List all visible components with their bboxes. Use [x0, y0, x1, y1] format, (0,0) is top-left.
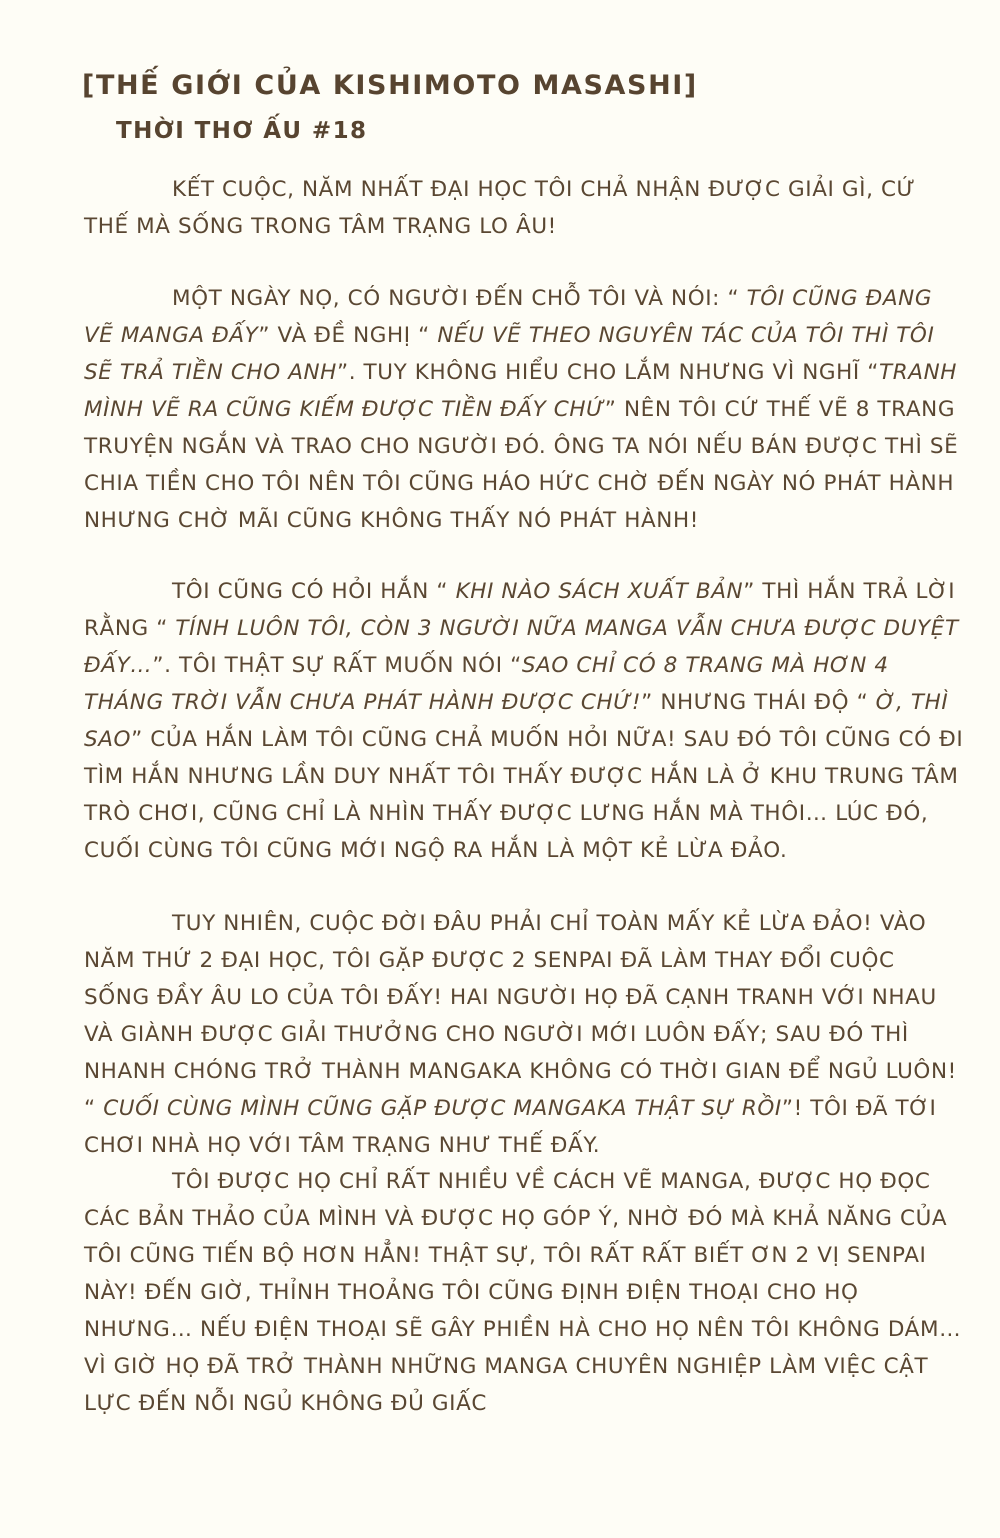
paragraph-text: ”. TUY KHÔNG HIỂU CHO LẮM NHƯNG VÌ NGHĨ “ — [336, 360, 880, 385]
paragraph-1 — [84, 171, 964, 245]
paragraph-text: TÔI ĐƯỢC HỌ CHỈ RẤT NHIỀU VỀ CÁCH VẼ MANGA, ĐƯỢC HỌ ĐỌC CÁC BẢN THẢO CỦA MÌNH VÀ ĐƯỢC HỌ GÓP Ý, NHỜ ĐÓ MÀ KHẢ NĂNG CỦA TÔI CŨNG TIẾN BỘ HƠN HẲN! THẬT SỰ, TÔI RẤT RẤT BIẾT ƠN 2 VỊ SENPAI NÀY! ĐẾN GIỜ, THỈNH THOẢNG TÔI CŨNG ĐỊNH ĐIỆN THOẠI CHO HỌ NHƯNG… NẾU ĐIỆN THOẠI SẼ GÂY PHIỀN HÀ CHO HỌ NÊN TÔI KHÔNG DÁM… VÌ GIỜ HỌ ĐÃ TRỞ THÀNH NHỮNG MANGA CHUYÊN NGHIỆP LÀM VIỆC CẬT LỰC ĐẾN NỖI NGỦ KHÔNG ĐỦ GIẤC — [84, 1169, 962, 1416]
quoted-speech: KHI NÀO SÁCH XUẤT BẢN — [455, 579, 744, 604]
paragraph-text: TÔI CŨNG CÓ HỎI HẮN “ — [172, 579, 456, 604]
paragraph-text: KẾT CUỘC, NĂM NHẤT ĐẠI HỌC TÔI CHẢ NHẬN ĐƯỢC GIẢI GÌ, CỨ THẾ MÀ SỐNG TRONG TÂM TRẠNG LO ÂU! — [84, 177, 916, 239]
paragraph-3 — [84, 573, 964, 869]
page-title: [THẾ GIỚI CỦA KISHIMOTO MASASHI] — [82, 70, 698, 101]
paragraph-4 — [84, 905, 964, 1164]
quoted-speech: CUỐI CÙNG MÌNH CŨNG GẶP ĐƯỢC MANGAKA THẬT SỰ RỒI — [103, 1096, 782, 1121]
quoted-speech: TÔI CŨNG ĐANG VẼ MANGA ĐẤY — [84, 286, 933, 348]
quoted-speech: Ờ, THÌ SAO — [84, 690, 949, 752]
quoted-speech: NẾU VẼ THEO NGUYÊN TÁC CỦA TÔI THÌ TÔI SẼ TRẢ TIỀN CHO ANH — [84, 323, 935, 385]
quoted-speech: TRANH MÌNH VẼ RA CŨNG KIẾM ĐƯỢC TIỀN ĐẤY CHỨ — [84, 360, 958, 422]
paragraph-text: ”! TÔI ĐÃ TỚI CHƠI NHÀ HỌ VỚI TÂM TRẠNG NHƯ THẾ ĐẤY. — [84, 1096, 937, 1158]
paragraph-text: ” NHƯNG THÁI ĐỘ “ — [641, 690, 876, 715]
quoted-speech: TÍNH LUÔN TÔI, CÒN 3 NGƯỜI NỮA MANGA VẪN CHƯA ĐƯỢC DUYỆT ĐẤY… — [84, 616, 959, 678]
paragraph-2 — [84, 280, 964, 539]
page-subtitle: THỜI THƠ ẤU #18 — [116, 118, 368, 144]
paragraph-text: ” NÊN TÔI CỨ THẾ VẼ 8 TRANG TRUYỆN NGẮN VÀ TRAO CHO NGƯỜI ĐÓ. ÔNG TA NÓI NẾU BÁN ĐƯỢC THÌ SẼ CHIA TIỀN CHO TÔI NÊN TÔI CŨNG HÁO HỨC CHỜ ĐẾN NGÀY NÓ PHÁT HÀNH NHƯNG CHỜ MÃI CŨNG KHÔNG THẤY NÓ PHÁT HÀNH! — [84, 397, 959, 533]
paragraph-text: MỘT NGÀY NỌ, CÓ NGƯỜI ĐẾN CHỖ TÔI VÀ NÓI: “ — [172, 286, 747, 311]
paragraph-text: ” THÌ HẮN TRẢ LỜI RẰNG “ — [84, 579, 956, 641]
paragraph-text: ”. TÔI THẬT SỰ RẤT MUỐN NÓI “ — [152, 653, 522, 678]
paragraph-5 — [84, 1163, 964, 1422]
paragraph-text: ” CỦA HẮN LÀM TÔI CŨNG CHẢ MUỐN HỎI NỮA! SAU ĐÓ TÔI CŨNG CÓ ĐI TÌM HẮN NHƯNG LẦN DUY NHẤT TÔI THẤY ĐƯỢC HẮN LÀ Ở KHU TRUNG TÂM TRÒ CHƠI, CŨNG CHỈ LÀ NHÌN THẤY ĐƯỢC LƯNG HẮN MÀ THÔI… LÚC ĐÓ, CUỐI CÙNG TÔI CŨNG MỚI NGỘ RA HẮN LÀ MỘT KẺ LỪA ĐẢO. — [84, 727, 964, 863]
paragraph-text: TUY NHIÊN, CUỘC ĐỜI ĐÂU PHẢI CHỈ TOÀN MẤY KẺ LỪA ĐẢO! VÀO NĂM THỨ 2 ĐẠI HỌC, TÔI GẶP ĐƯỢC 2 SENPAI ĐÃ LÀM THAY ĐỔI CUỘC SỐNG ĐẦY ÂU LO CỦA TÔI ĐẤY! HAI NGƯỜI HỌ ĐÃ CẠNH TRANH VỚI NHAU VÀ GIÀNH ĐƯỢC GIẢI THƯỞNG CHO NGƯỜI MỚI LUÔN ĐẤY; SAU ĐÓ THÌ NHANH CHÓNG TRỞ THÀNH MANGAKA KHÔNG CÓ THỜI GIAN ĐỂ NGỦ LUÔN! “ — [84, 911, 957, 1121]
quoted-speech: SAO CHỈ CÓ 8 TRANG MÀ HƠN 4 THÁNG TRỜI VẪN CHƯA PHÁT HÀNH ĐƯỢC CHỨ! — [84, 653, 889, 715]
paragraph-text: ” VÀ ĐỀ NGHỊ “ — [258, 323, 438, 348]
